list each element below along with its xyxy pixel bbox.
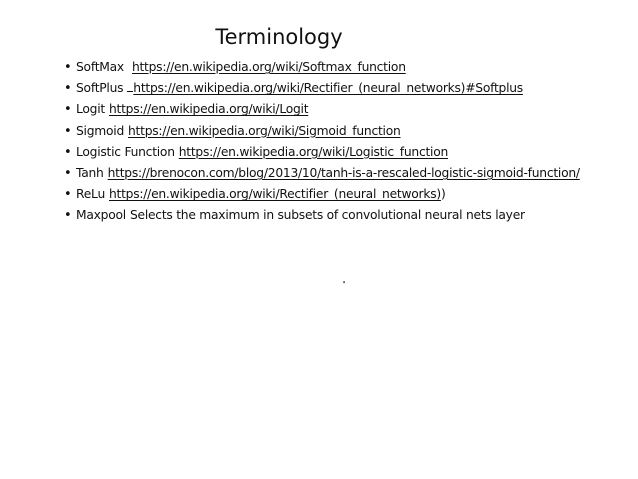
link-softmax[interactable]: https://en.wikipedia.org/wiki/Softmax_function bbox=[131, 60, 406, 74]
term-tanh: Tanh bbox=[76, 165, 104, 180]
list-item bbox=[64, 121, 580, 142]
link-softplus[interactable]: https://en.wikipedia.org/wiki/Rectifier_(neural_networks)#Softplus bbox=[133, 81, 523, 96]
list-item bbox=[64, 142, 580, 163]
bullet-icon: • bbox=[64, 81, 72, 97]
list-item bbox=[64, 78, 580, 99]
list-item bbox=[64, 163, 580, 184]
link-relu[interactable]: https://en.wikipedia.org/wiki/Rectifier_(neural_networks) bbox=[109, 187, 441, 202]
list-item bbox=[64, 99, 580, 120]
bullet-icon: • bbox=[64, 165, 72, 181]
list-item bbox=[64, 205, 580, 226]
bullet-icon: • bbox=[64, 187, 72, 203]
link-tanh[interactable]: https://brenocon.com/blog/2013/10/tanh-is-a-rescaled-logistic-sigmoid-function/ bbox=[107, 165, 580, 180]
maxpool-description: Selects the maximum in subsets of convolutional neural nets layer bbox=[129, 208, 525, 223]
term-logistic-function: Logistic Function bbox=[76, 144, 175, 159]
stray-mark: . bbox=[342, 272, 347, 287]
term-relu: ReLu bbox=[76, 187, 105, 202]
list-item bbox=[64, 184, 580, 205]
link-logit[interactable]: https://en.wikipedia.org/wiki/Logit bbox=[108, 102, 309, 117]
term-sigmoid: Sigmoid bbox=[76, 123, 125, 138]
bullet-icon: • bbox=[64, 60, 72, 75]
list-item bbox=[64, 57, 580, 78]
term-softmax: SoftMax bbox=[76, 60, 124, 74]
link-logistic-function[interactable]: https://en.wikipedia.org/wiki/Logistic_function bbox=[178, 144, 449, 159]
term-softplus: SoftPlus bbox=[76, 81, 124, 96]
bullet-icon: • bbox=[64, 123, 72, 139]
term-logit: Logit bbox=[76, 102, 105, 117]
link-sigmoid[interactable]: https://en.wikipedia.org/wiki/Sigmoid_function bbox=[128, 123, 401, 138]
relu-suffix: ) bbox=[440, 187, 446, 202]
term-maxpool: Maxpool bbox=[76, 208, 126, 223]
bullet-icon: • bbox=[64, 144, 72, 160]
bullet-icon: • bbox=[64, 102, 72, 118]
bullet-list bbox=[64, 57, 580, 227]
bullet-icon: • bbox=[64, 208, 72, 224]
slide-title: Terminology bbox=[215, 25, 343, 49]
